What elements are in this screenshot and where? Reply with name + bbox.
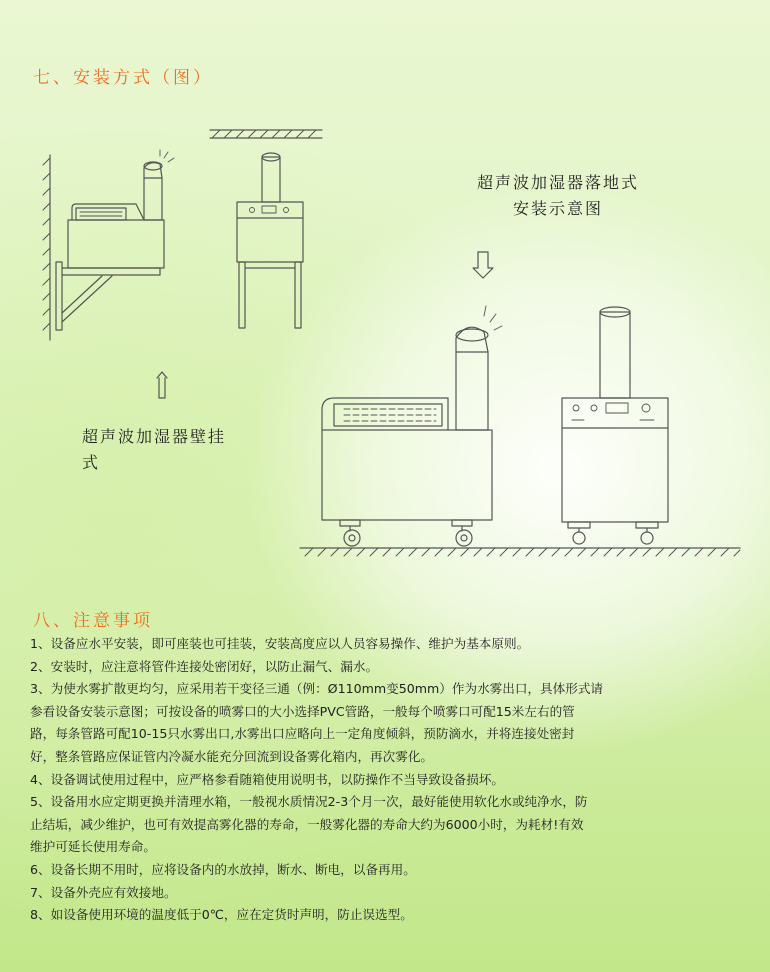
notes-list <box>30 633 730 927</box>
front-view-small-illustration <box>210 130 322 328</box>
note-line: 2、安装时，应注意将管件连接处密闭好，以防止漏气、漏水。 <box>30 658 379 674</box>
note-line: 3、为使水雾扩散更均匀，应采用若干变径三通（例：Ø110mm变50mm）作为水雾出口，具体形式请 <box>30 681 604 697</box>
floor-unit-right <box>562 307 668 544</box>
wall-mount-illustration <box>43 150 174 398</box>
section-7-heading: 七、安装方式（图） <box>33 68 213 88</box>
note-line: 路，每条管路可配10-15只水雾出口,水雾出口应略向上一定角度倾斜，预防滴水，并将连接处密封 <box>30 726 575 742</box>
floor-caption-line1: 超声波加湿器落地式 <box>476 173 639 192</box>
note-line: 参看设备安装示意图；可按设备的喷雾口的大小选择PVC管路，一般每个喷雾口可配15米左右的管 <box>30 703 575 719</box>
floor-caption <box>458 170 658 222</box>
floor-unit-left <box>322 306 502 546</box>
note-line: 8、如设备使用环境的温度低于0℃，应在定货时声明，防止误选型。 <box>30 907 413 923</box>
note-line: 止结垢，减少维护，也可有效提高雾化器的寿命，一般雾化器的寿命大约为6000小时，为耗材!有效 <box>30 816 584 832</box>
note-line: 7、设备外壳应有效接地。 <box>30 884 177 900</box>
floor-ground <box>300 548 740 556</box>
note-line: 5、设备用水应定期更换并清理水箱，一般视水质情况2-3个月一次，最好能使用软化水或纯净水，防 <box>30 794 588 810</box>
floor-caption-line2: 安装示意图 <box>512 199 603 218</box>
down-arrow-icon <box>473 252 493 278</box>
wall-caption-line1: 超声波加湿器壁挂 <box>82 427 227 446</box>
note-line: 4、设备调试使用过程中，应严格参看随箱使用说明书，以防操作不当导致设备损坏。 <box>30 771 504 787</box>
note-line: 好，整条管路应保证管内冷凝水能充分回流到设备雾化箱内，再次雾化。 <box>30 748 433 764</box>
note-line: 1、设备应水平安装，即可座装也可挂装，安装高度应以人员容易操作、维护为基本原则。 <box>30 636 530 651</box>
wall-caption <box>82 424 282 476</box>
wall-caption-line2: 式 <box>82 453 101 472</box>
note-line: 6、设备长期不用时，应将设备内的水放掉，断水、断电，以备再用。 <box>30 861 416 877</box>
section-8-heading: 八、注意事项 <box>33 611 153 631</box>
note-line: 维护可延长使用寿命。 <box>30 839 156 855</box>
